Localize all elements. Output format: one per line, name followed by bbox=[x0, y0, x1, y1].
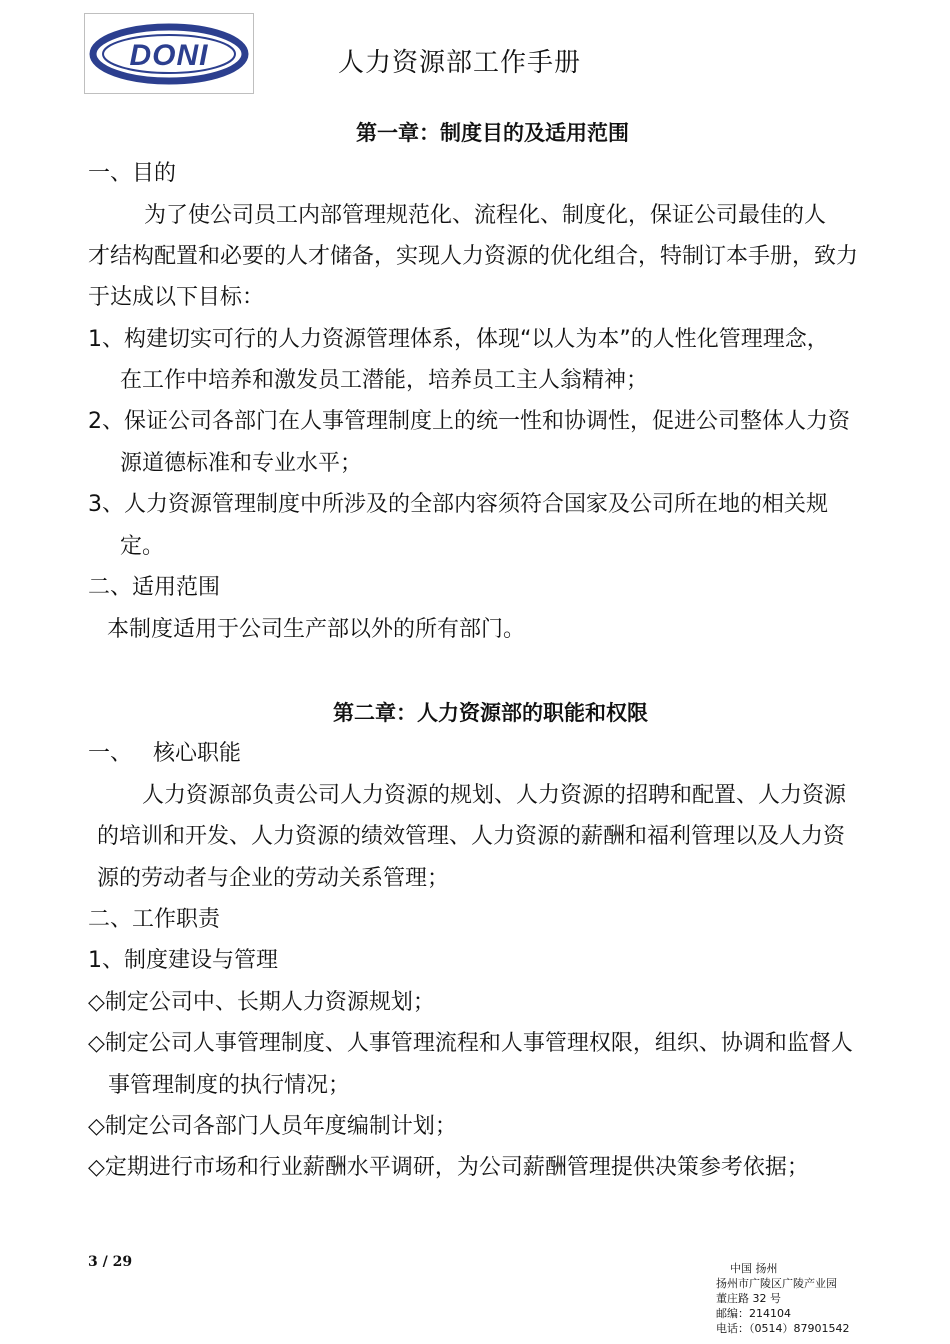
footer-address-line: 董庄路 32 号 bbox=[716, 1292, 781, 1305]
ch2-section2-heading: 二、工作职责 bbox=[88, 907, 221, 932]
ch1-goal-item-2: 2、保证公司各部门在人事管理制度上的统一性和协调性，促进公司整体人力资 bbox=[88, 409, 850, 434]
footer-address bbox=[716, 1261, 849, 1336]
page-header-title: 人力资源部工作手册 bbox=[338, 48, 582, 78]
ch1-goal-item-1-cont: 在工作中培养和激发员工潜能，培养员工主人翁精神； bbox=[120, 368, 649, 393]
chapter1-title: 第一章：制度目的及适用范围 bbox=[356, 121, 629, 145]
footer-address-line: 中国 扬州 bbox=[730, 1262, 778, 1275]
ch1-section2-heading: 二、适用范围 bbox=[88, 575, 221, 600]
ch1-section1-heading: 一、目的 bbox=[88, 161, 177, 186]
doni-logo-icon bbox=[85, 14, 253, 93]
ch2-section1-heading: 一、 核心职能 bbox=[88, 741, 241, 766]
page-number: 3 / 29 bbox=[88, 1254, 133, 1270]
ch2-duty-item: ◇制定公司各部门人员年度编制计划； bbox=[88, 1114, 457, 1139]
ch1-intro-line: 为了使公司员工内部管理规范化、流程化、制度化，保证公司最佳的人 bbox=[144, 203, 827, 228]
ch1-intro-line: 于达成以下目标： bbox=[88, 285, 265, 310]
footer-address-line: 电话：（0514）87901542 bbox=[716, 1322, 850, 1335]
chapter2-title: 第二章：人力资源部的职能和权限 bbox=[333, 701, 648, 725]
ch2-sub1-heading: 1、制度建设与管理 bbox=[88, 948, 278, 973]
ch2-duty-item-cont: 事管理制度的执行情况； bbox=[108, 1073, 351, 1098]
ch1-goal-item-1: 1、构建切实可行的人力资源管理体系，体现“以人为本”的人性化管理理念， bbox=[88, 327, 829, 352]
ch2-core-line: 的培训和开发、人力资源的绩效管理、人力资源的薪酬和福利管理以及人力资 bbox=[97, 824, 846, 849]
ch2-duty-item: ◇定期进行市场和行业薪酬水平调研，为公司薪酬管理提供决策参考依据； bbox=[88, 1155, 809, 1180]
ch2-core-line: 人力资源部负责公司人力资源的规划、人力资源的招聘和配置、人力资源 bbox=[142, 783, 847, 808]
ch1-goal-item-3: 3、人力资源管理制度中所涉及的全部内容须符合国家及公司所在地的相关规 bbox=[88, 492, 828, 517]
footer-address-line: 扬州市广陵区广陵产业园 bbox=[716, 1277, 837, 1290]
company-logo bbox=[84, 13, 254, 94]
ch1-goal-item-3-cont: 定。 bbox=[120, 534, 165, 559]
ch2-duty-item: ◇制定公司中、长期人力资源规划； bbox=[88, 990, 435, 1015]
ch2-core-line: 源的劳动者与企业的劳动关系管理； bbox=[97, 866, 450, 891]
ch1-scope-text: 本制度适用于公司生产部以外的所有部门。 bbox=[107, 617, 526, 642]
ch1-goal-item-2-cont: 源道德标准和专业水平； bbox=[120, 451, 363, 476]
ch1-intro-line: 才结构配置和必要的人才储备，实现人力资源的优化组合，特制订本手册，致力 bbox=[88, 244, 859, 269]
ch2-duty-item: ◇制定公司人事管理制度、人事管理流程和人事管理权限，组织、协调和监督人 bbox=[88, 1031, 853, 1056]
logo-text: DONI bbox=[129, 39, 209, 72]
footer-address-line: 邮编：214104 bbox=[716, 1307, 791, 1320]
